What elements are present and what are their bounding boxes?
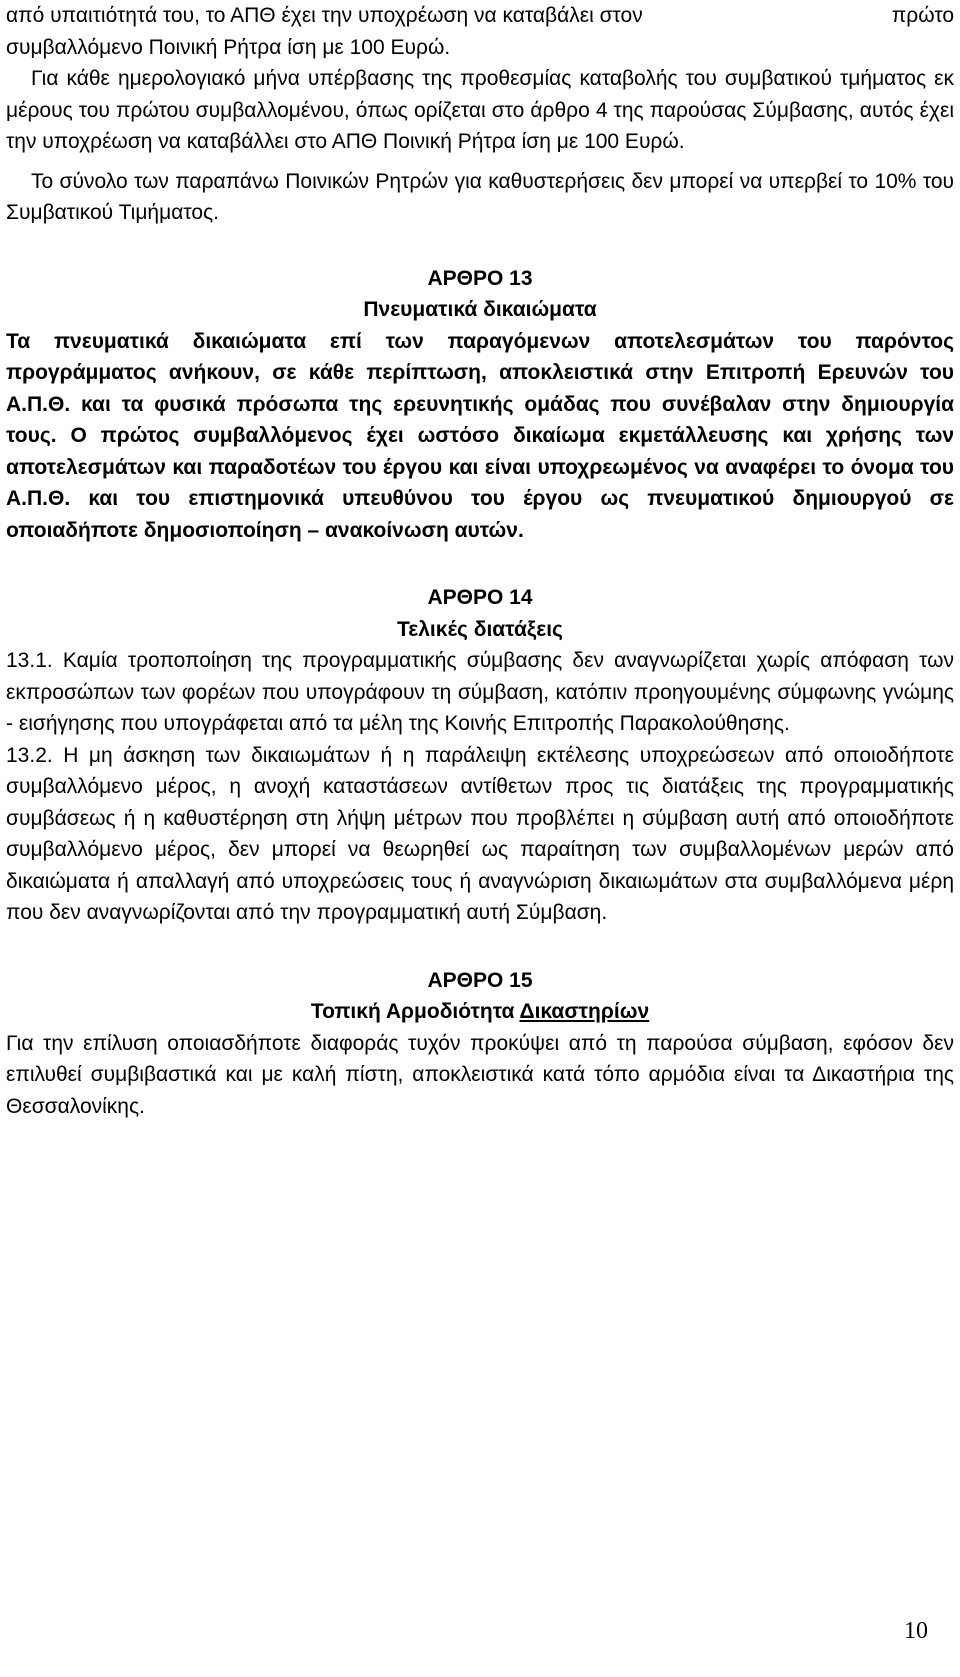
text-line: από υπαιτιότητά του, το ΑΠΘ έχει την υποχρέωση να καταβάλει στον: [6, 4, 643, 27]
article-14: [6, 582, 954, 929]
article-15-title-part1: Τοπική Αρμοδιότητα: [310, 1000, 520, 1023]
article-14-number: ΑΡΘΡΟ 14: [427, 586, 533, 609]
article-15: [6, 965, 954, 1123]
article-15-title: [6, 996, 954, 1028]
page-number: 10: [904, 1618, 928, 1644]
article-14-title: Τελικές διατάξεις: [397, 617, 563, 641]
article-13-number: ΑΡΘΡΟ 13: [427, 266, 533, 290]
paragraph-penalty-cap: Το σύνολο των παραπάνω Ποινικών Ρητρών για καθυστερήσεις δεν μπορεί να υπερβεί το 10% του Συμβατικού Τιμήματος.: [6, 169, 954, 224]
article-13-title: Πνευματικά δικαιώματα: [363, 298, 597, 321]
paragraph-penalty-apth-line2: συμβαλλόμενο Ποινική Ρήτρα ίση με 100 Ευρώ.: [6, 35, 451, 59]
article-13: [6, 263, 954, 547]
article-14-clause-13-2: 13.2. Η μη άσκηση των δικαιωμάτων ή η παράλειψη εκτέλεσης υποχρεώσεων από οποιοδήποτε συμβαλλόμενο μέρος, η ανοχή καταστάσεων αντίθετων προς τις διατάξεις της προγραμματικής συμβάσεως ή η καθυστέρηση στη λήψη μέτρων που προβλέπει η σύμβαση αυτή από οποιοδήποτε συμβαλλόμενο μέρος, δεν μπορεί να θεωρηθεί ως παραίτηση των συμβαλλομένων μερών από δικαιώματα ή απαλλαγή από υποχρεώσεις τους ή αναγνώριση δικαιωμάτων στα συμβαλλόμενα μέρη που δεν αναγνωρίζονται από την προγραμματική αυτή Σύμβαση.: [6, 743, 954, 924]
paragraph-penalty-apth-line1: [6, 0, 954, 32]
article-15-number: ΑΡΘΡΟ 15: [427, 968, 533, 992]
article-15-title-part2: Δικαστηρίων: [519, 1000, 650, 1023]
paragraph-monthly-penalty: Για κάθε ημερολογιακό μήνα υπέρβασης της προθεσμίας καταβολής του συμβατικού τμήματος εκ μέρους του πρώτου συμβαλλομένου, όπως ορίζεται στο άρθρο 4 της παρούσας Σύμβασης, αυτός έχει την υποχρέωση να καταβάλλει στο ΑΠΘ Ποινική Ρήτρα ίση με 100 Ευρώ.: [6, 67, 954, 153]
text-line-end: πρώτο: [891, 4, 954, 27]
article-15-body: Για την επίλυση οποιασδήποτε διαφοράς τυχόν προκύψει από τη παρούσα σύμβαση, εφόσον δεν επιλυθεί συμβιβαστικά και με καλή πίστη, αποκλειστικά κατά τόπο αρμόδια είναι τα Δικαστήρια της Θεσσαλονίκης.: [6, 1031, 954, 1118]
document-page: [6, 0, 954, 1122]
article-13-body: Τα πνευματικά δικαιώματα επί των παραγόμενων αποτελεσμάτων του παρόντος προγράμματος ανήκουν, σε κάθε περίπτωση, αποκλειστικά στην Επιτροπή Ερευνών του Α.Π.Θ. και τα φυσικά πρόσωπα της ερευνητικής ομάδας που συνέβαλαν στην δημιουργία τους. Ο πρώτος συμβαλλόμενος έχει ωστόσο δικαίωμα εκμετάλλευσης και χρήσης των αποτελεσμάτων και παραδοτέων του έργου και είναι υποχρεωμένος να αναφέρει το όνομα του Α.Π.Θ. και του επιστημονικά υπευθύνου του έργου ως πνευματικού δημιουργού σε οποιαδήποτε δημοσιοποίηση – ανακοίνωση αυτών.: [6, 329, 954, 542]
article-14-clause-13-1: 13.1. Καμία τροποποίηση της προγραμματικής σύμβασης δεν αναγνωρίζεται χωρίς απόφαση των εκπροσώπων των φορέων που υπογράφουν τη σύμβαση, κατόπιν προηγουμένης σύμφωνης γνώμης - εισήγησης που υπογράφεται από τα μέλη της Κοινής Επιτροπής Παρακολούθησης.: [6, 649, 954, 735]
